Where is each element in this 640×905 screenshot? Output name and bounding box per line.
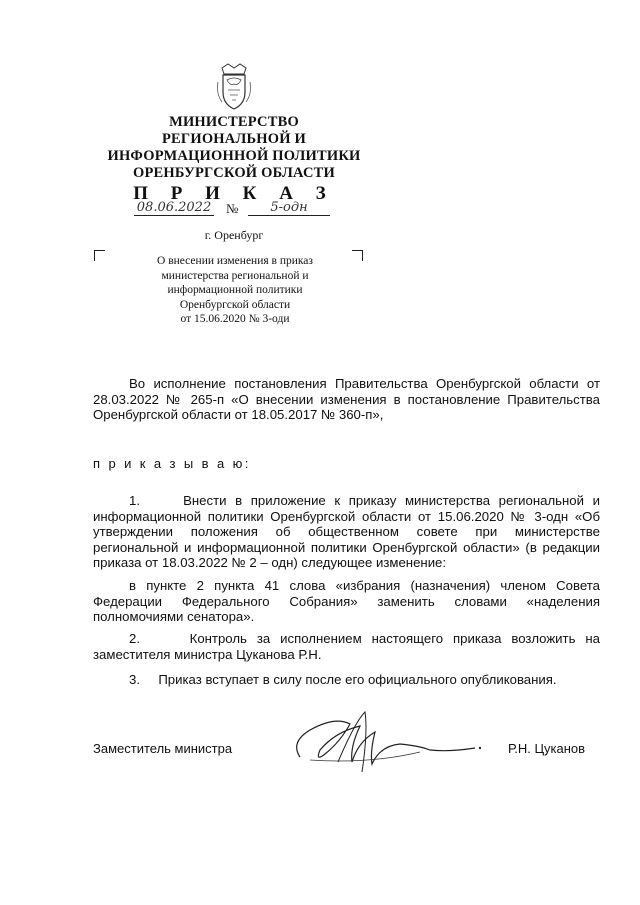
- document-subject: [120, 254, 350, 327]
- subject-line: О внесении изменения в приказ: [157, 255, 313, 267]
- ministry-line: МИНИСТЕРСТВО: [169, 114, 299, 130]
- subject-line: министерства региональной и: [161, 269, 309, 282]
- ministry-name: [84, 114, 384, 182]
- subject-corner-left: [94, 250, 105, 261]
- item-1-change-paragraph: в пункте 2 пункта 41 слова «избрания (назначения) членом Совета Федерации Федерального Собрания» заменить словами «наделения полномочиями сенатора».: [93, 578, 600, 625]
- coat-of-arms-icon: [214, 62, 254, 112]
- decree-word: п р и к а з ы в а ю:: [93, 456, 251, 471]
- document-title: П Р И К А З: [133, 183, 335, 204]
- item-3-paragraph: 3. Приказ вступает в силу после его официального опубликования.: [129, 672, 557, 687]
- subject-line: от 15.06.2020 № 3-оди: [180, 313, 290, 325]
- city-label: г. Оренбург: [204, 228, 264, 242]
- handwritten-signature-icon: [280, 702, 490, 782]
- ministry-line: ОРЕНБУРГСКОЙ ОБЛАСТИ: [133, 165, 335, 181]
- subject-line: Оренбургской области: [179, 298, 291, 311]
- item-2-paragraph: 2. Контроль за исполнением настоящего приказа возложить на заместителя министра Цуканова Р.Н.: [93, 631, 600, 662]
- intro-paragraph: Во исполнение постановления Правительства Оренбургской области от 28.03.2022 № 265-п «О внесении изменения в постановление Правительства Оренбургской области от 18.05.2017 № 360-п»,: [93, 376, 600, 423]
- handwritten-date: 08.06.2022: [134, 200, 214, 216]
- item-1-paragraph: 1. Внести в приложение к приказу министерства региональной и информационной политики Оренбургской области от 15.06.2020 № 3-одн «Об утверждении положения об общественном совете при министерстве региональной и информационной политики Оренбургской области» (в редакции приказа от 18.03.2022 № 2 – одн) следующее изменение:: [93, 493, 600, 571]
- signatory-name: Р.Н. Цуканов: [508, 741, 586, 756]
- date-number-line: [134, 200, 334, 220]
- subject-line: информационной политики: [167, 284, 303, 296]
- number-label: №: [226, 201, 239, 216]
- ministry-line: РЕГИОНАЛЬНОЙ И: [162, 131, 306, 147]
- subject-corner-right: [352, 250, 363, 261]
- ministry-line: ИНФОРМАЦИОННОЙ ПОЛИТИКИ: [107, 148, 361, 164]
- signatory-position: Заместитель министра: [93, 741, 233, 756]
- handwritten-number: 5-одн: [248, 200, 330, 216]
